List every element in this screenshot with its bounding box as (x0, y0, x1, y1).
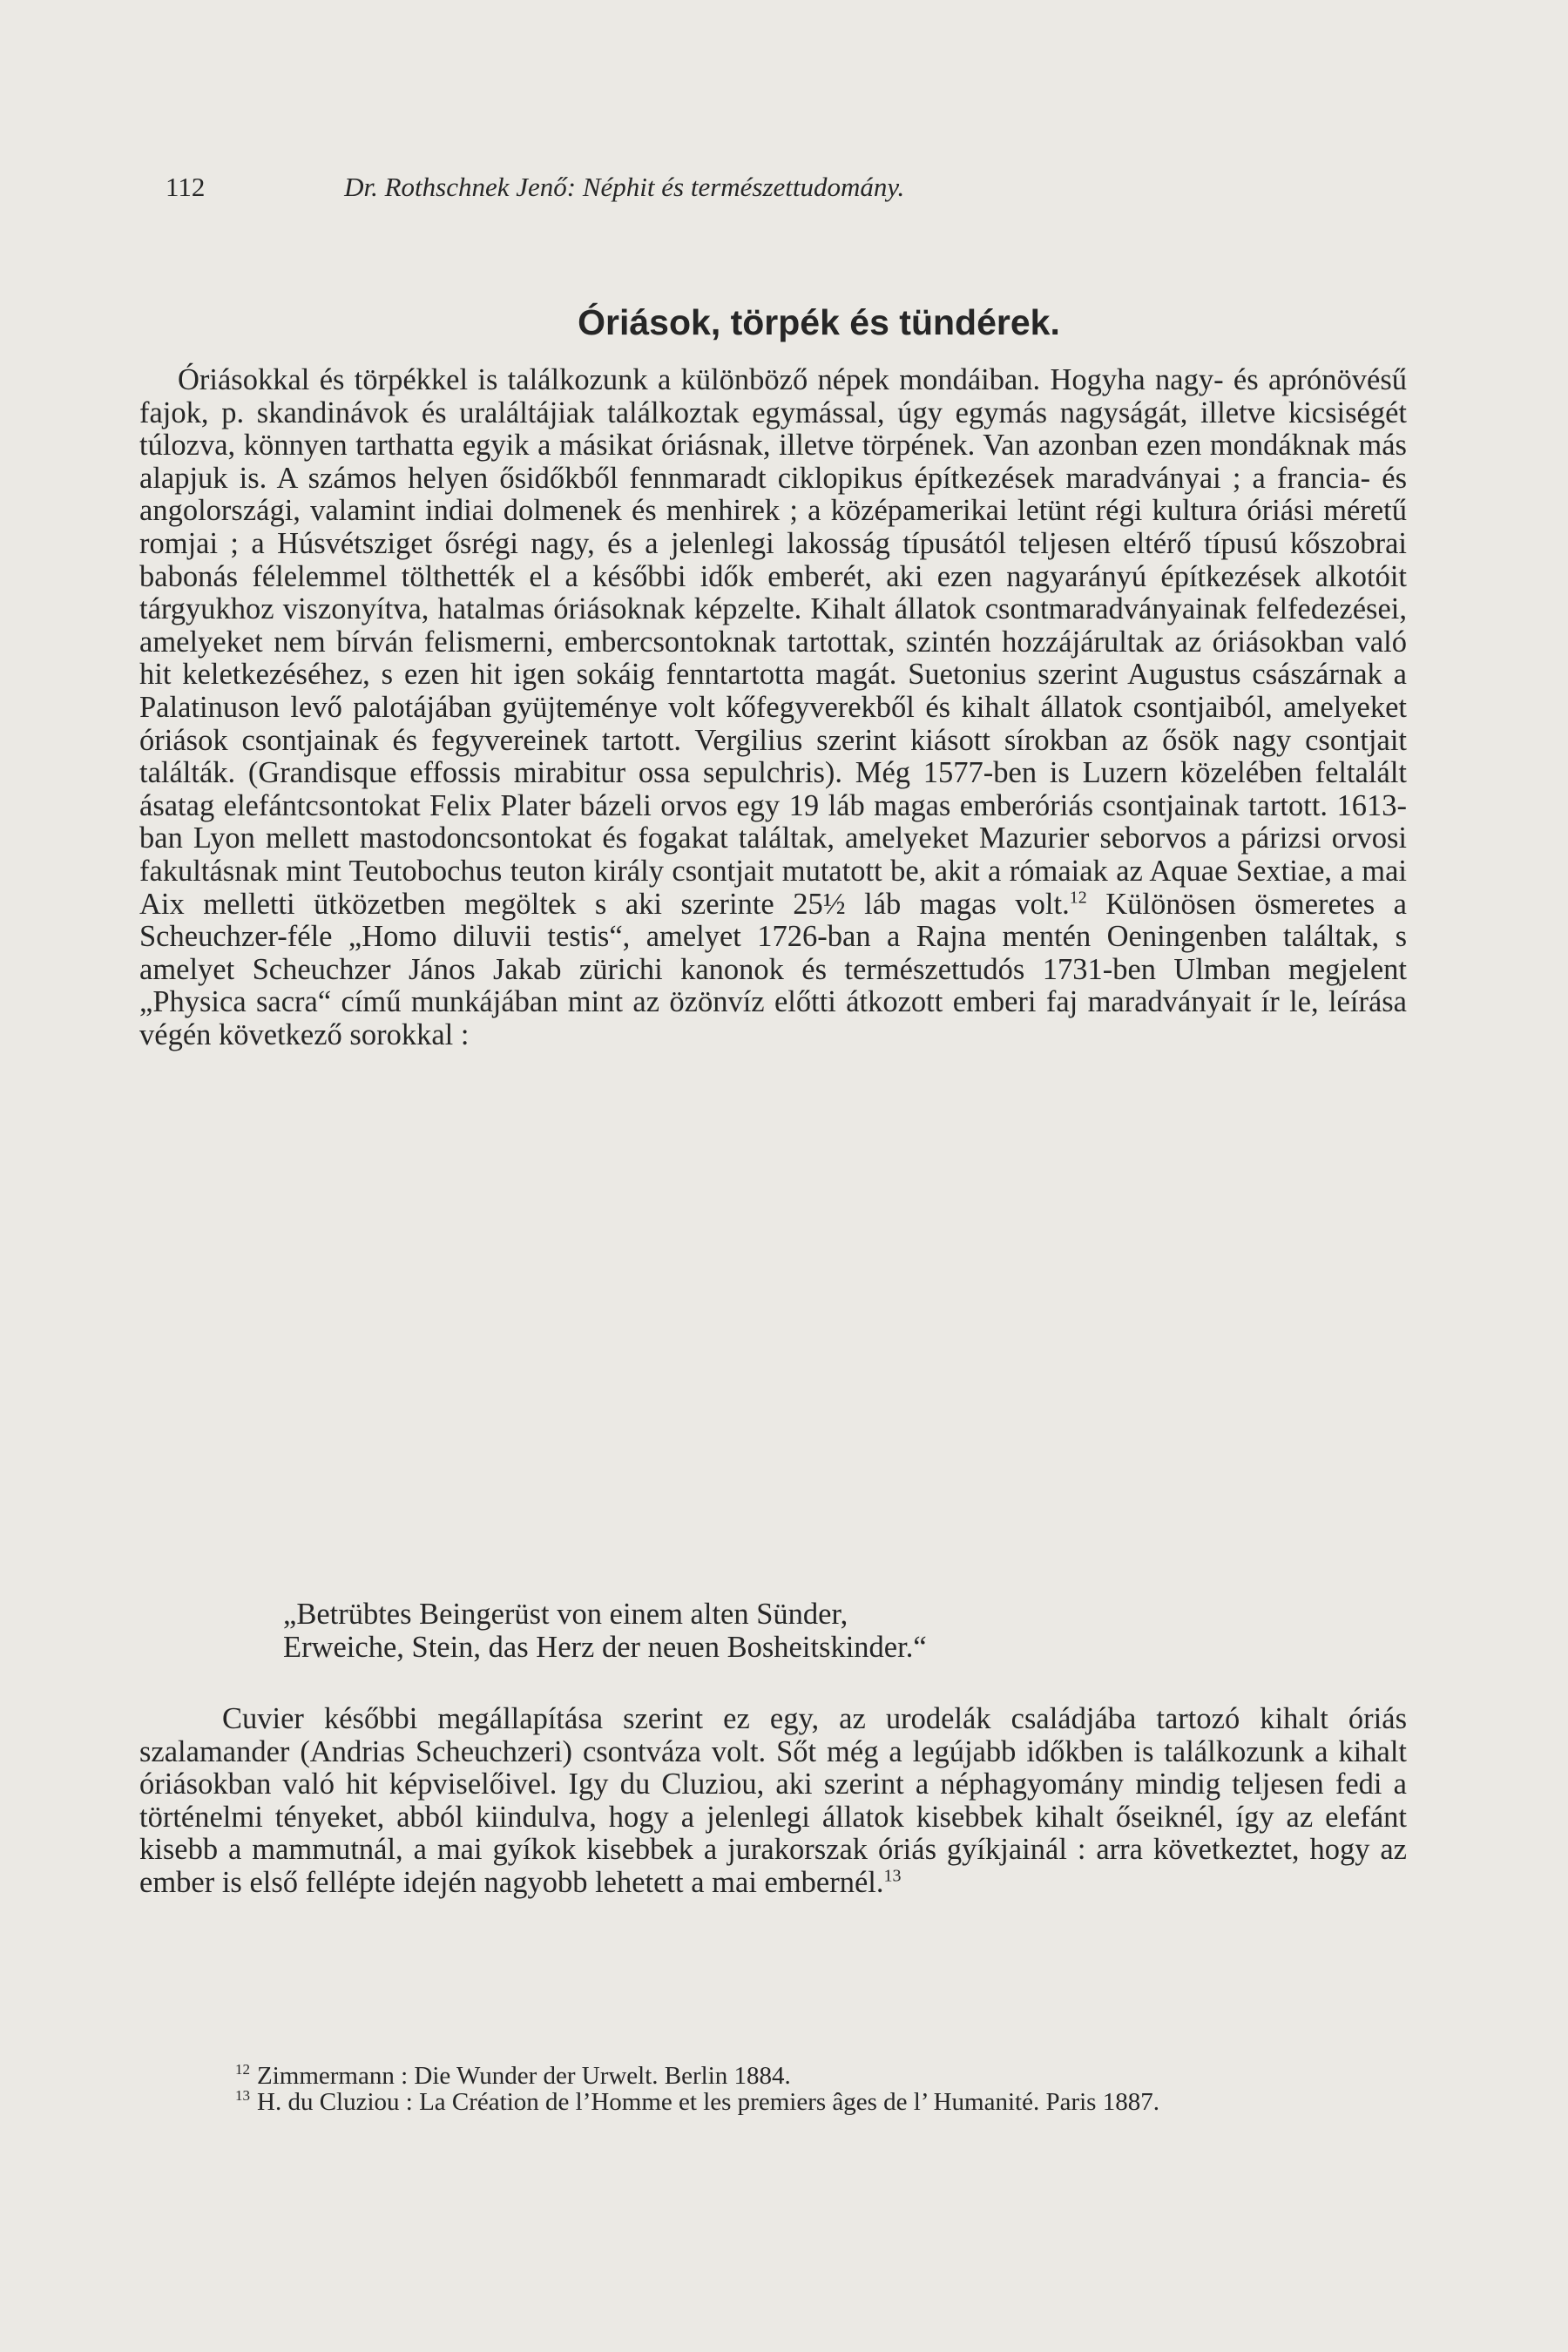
paragraph-1-text-cont: Különösen ösmeretes a Scheuchzer-féle „Homo diluvii testis“, amelyet 1726-ban a Rajna mentén Oeningenben találtak, s amelyet Scheuchzer János Jakab zürichi kanonok és természettudós 1731-ben Ulmban megjelent „Physica sacra“ című munkájában mint az özönvíz előtti átkozott emberi faj maradványait ír le, leírása végén következő sorokkal : (139, 887, 1407, 1051)
verse-line-1: „Betrübtes Beingerüst von einem alten Sünder, (283, 1598, 848, 1631)
running-head (166, 170, 1420, 205)
footnote-text: H. du Cluziou : La Création de l’Homme et les premiers âges de l’ Humanité. Paris 1887. (257, 2088, 1159, 2116)
paragraph-2-text: Cuvier későbbi megállapítása szerint ez egy, az urodelák családjába tartozó kihalt óriás szalamander (Andrias Scheuchzeri) csontváza volt. Sőt még a legújabb időkben is találkozunk a kihalt óriásokban való hit képviselőivel. Igy du Cluziou, aki szerint a néphagyomány mindig teljesen fedi a történelmi tényeket, abból kiindulva, hogy a jelenlegi állatok kisebbek kihalt őseiknél, így az elefánt kisebb a mammutnál, a mai gyíkok kisebbek a jurakorszak óriás gyíkjainál : arra következtet, hogy az ember is első fellépte idején nagyobb lehetett a mai embernél. (139, 1702, 1407, 1899)
footnote-mark: 13 (235, 2087, 250, 2105)
paragraph-1 (139, 364, 1407, 1051)
footnote-13 (139, 2089, 1407, 2115)
paragraph-2 (139, 1703, 1407, 1900)
footnotes (139, 2063, 1407, 2115)
paragraph-1-text: Óriásokkal és törpékkel is találkozunk a különböző népek mondáiban. Hogyha nagy- és aprónövésű fajok, p. skandinávok és uraláltájiak találkoztak egymással, úgy egymás nagyságát, illetve kicsiségét túlozva, könnyen tarthatta egyik a másikat óriásnak, illetve törpének. Van azonban ezen mondáknak más alapjuk is. A számos helyen ősidőkből fennmaradt ciklopikus építkezések maradványai ; a francia- és angolországi, valamint indiai dolmenek és menhirek ; a középamerikai letünt régi kultura óriási méretű romjai ; a Húsvétsziget ősrégi nagy, és a jelenlegi lakosság típusától teljesen eltérő típusú kőszobrai babonás félelemmel tölthették el a későbbi idők emberét, aki ezen nagyarányú építkezések alkotóit tárgyukhoz viszonyítva, hatalmas óriásoknak képzelte. Kihalt állatok csontmaradványainak felfedezései, amelyeket nem bírván felismerni, embercsontoknak tartottak, szintén hozzájárultak az óriásokban való hit keletkezéséhez, s ezen hit igen sokáig fenntartotta magát. Suetonius szerint Augustus császárnak a Palatinuson levő palotájában gyüjteménye volt kőfegyverekből és kihalt állatok csontjaiból, amelyeket óriások csontjainak és fegyvereinek tartott. Vergilius szerint kiásott sírokban az ősök nagy csontjait találták. (Grandisque effossis mirabitur ossa sepulchris). Még 1577-ben is Luzern közelében feltalált ásatag elefántcsontokat Felix Plater bázeli orvos egy 19 láb magas emberóriás csontjainak tartott. 1613-ban Lyon mellett mastodoncsontokat és fogakat találtak, amelyeket Mazurier seborvos a párizsi orvosi fakultásnak mint Teutobochus teuton király csontjait mutatott be, akit a rómaiak az Aquae Sextiae, a mai Aix melletti ütközetben megöltek s aki szerinte 25½ láb magas volt. (139, 363, 1407, 921)
footnote-12 (139, 2063, 1407, 2089)
footnote-text: Zimmermann : Die Wunder der Urwelt. Berlin 1884. (257, 2062, 791, 2090)
footnote-ref-12: 12 (1069, 888, 1087, 907)
running-title: Dr. Rothschnek Jenő: Néphit és természettudomány. (344, 172, 905, 202)
footnote-ref-13: 13 (883, 1866, 902, 1886)
verse-line-2: Erweiche, Stein, das Herz der neuen Bosheitskinder.“ (283, 1630, 927, 1664)
section-title: Óriások, törpék és tündérek. (578, 302, 1060, 342)
verse-quote (283, 1598, 927, 1664)
page-number: 112 (166, 172, 206, 202)
footnote-mark: 12 (235, 2061, 250, 2078)
